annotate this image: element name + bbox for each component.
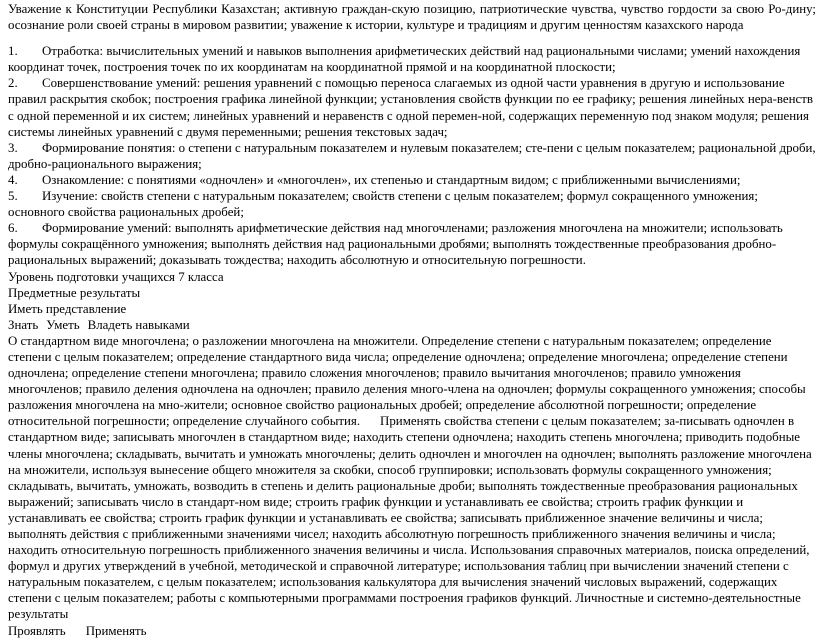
list-item [8,140,816,172]
item-number: 1. [8,44,18,59]
item-text: Отработка: вычислительных умений и навыков выполнения арифметических действий над рациональными числами; умений нахождения координат точек, построения точек по их координатам на координатной прямой и на координатной плоскости; [8,44,801,75]
item-text: Изучение: свойств степени с натуральным показателем; свойств степени с целым показателем; формул сокращенного умножения; основного свойства рациональных дробей; [8,189,758,220]
item-number: 3. [8,140,18,155]
results-heading: Предметные результаты [8,285,141,300]
have-heading: Иметь представление [8,301,127,316]
list-item [8,43,816,75]
level-heading: Уровень подготовки учащихся 7 класса [8,269,224,284]
item-text: Совершенствование умений: решения уравнений с помощью переноса слагаемых из одной части уравнения в другую и использование правил раскрытия скобок; построения графика линейной функции; установления свойств функции по ее графику; решения линейных нера-венств с одной переменной и их систем; линейных уравнений и неравенств с одной перемен-ной, содержащих переменную под знаком модуля; решения системы линейных уравнений с двумя переменными; решения текстовых задач; [8,76,813,139]
spacer [8,33,816,43]
body-representation: О стандартном виде многочлена; о разложении многочлена на множители. [8,333,419,348]
know-label: Знать [8,317,39,332]
show-label: Проявлять [8,623,66,638]
body-knowledge: Определение степени с натуральным показателем; определение степени с целым показателем; определение стандартного вида числа; определение одночлена; определение многочлена; определение степени одночлена; определение степени многочлена; правило сложения многочленов; правило вычитания многочленов; правило умножения многочленов; правило деления одночлена на одночлен; правило деления много-члена на одночлен; формулы сокращенного умножения; способы разложения многочлена на мно-жители; основное свойство рациональных дробей; определение абсолютной погрешности; определение относительной погрешности; определение случайного события. [8,333,806,429]
list-item [8,188,816,220]
final-heading [8,623,816,639]
intro-paragraph: Уважение к Конституции Республики Казахстан; активную граждан-скую позицию, патриотические чувства, чувство гордости за свою Ро-дину; осознание роли своей страны в мировом развитии; уважение к истории, культуре и традициям и другим ценностям казахского народа [8,2,816,33]
can-label: Уметь [46,317,80,332]
list-item [8,220,816,268]
body-skills: Применять свойства степени с целым показателем; за-писывать одночлен в стандартном виде; записывать многочлен в стандартном виде; находить степени одночлена; находить степень многочлена; приводить подобные члены многочлена; складывать, вычитать и умножать многочлены; делить одночлен и многочлен на одночлен; выполнять разложение многочлена на множители, используя вынесение общего множителя за скобки, способ группировки; использовать формулы сокращенного умножения; складывать, вычитать, умножать, возводить в степень и делить рациональные дроби; выполнять тождественные преобразования рациональных выражений; записывать число в стандарт-ном виде; строить график функции и устанавливать ее свойства; строить график функции и устанавливать ее свойства; строить график функции и устанавливать ее свойства; записывать приближенное значение величины и числа; выполнять действия с приближенными значениями чисел; находить абсолютную погрешность приближенного значения величины и числа; находить относительную погрешность приближенного значения величины и числа. Использования справочных материалов, поиска определений, формул и других утверждений в учебной, методической и справочной литературе; использования таблиц при вычислении значений степени с натуральным показателем, с целым показателем; использования калькулятора для вычисления значений числовых выражений, содержащих степени с целым показателем; работы с компьютерными программами построения графиков функций. Личностные и системно-деятельностные результаты [8,414,812,622]
item-text: Ознакомление: с понятиями «одночлен» и «многочлен», их степенью и стандартным видом; с приближенными вычислениями; [42,172,741,187]
item-number: 2. [8,76,18,91]
master-label: Владеть навыками [87,317,190,332]
item-number: 5. [8,189,18,204]
apply-label: Применять [85,623,147,638]
list-item [8,75,816,139]
item-number: 6. [8,221,18,236]
item-text: Формирование понятия: о степени с натуральным показателем и нулевым показателем; сте-пени с целым показателем; рациональной дроби, дробно-рационального выражения; [8,140,816,171]
objectives-list [8,43,816,268]
list-item [8,172,816,188]
item-text: Формирование умений: выполнять арифметические действия над многочленами; разложения многочлена на множители; использовать формулы сокращённого умножения; выполнять действия над рациональными дробями; выполнять тождественные преобразования дробно-рациональных выражений; доказывать тождества; находить абсолютную и относительную погрешности. [8,221,783,268]
body-paragraph [8,333,816,623]
columns-heading [8,317,816,333]
item-number: 4. [8,172,18,187]
